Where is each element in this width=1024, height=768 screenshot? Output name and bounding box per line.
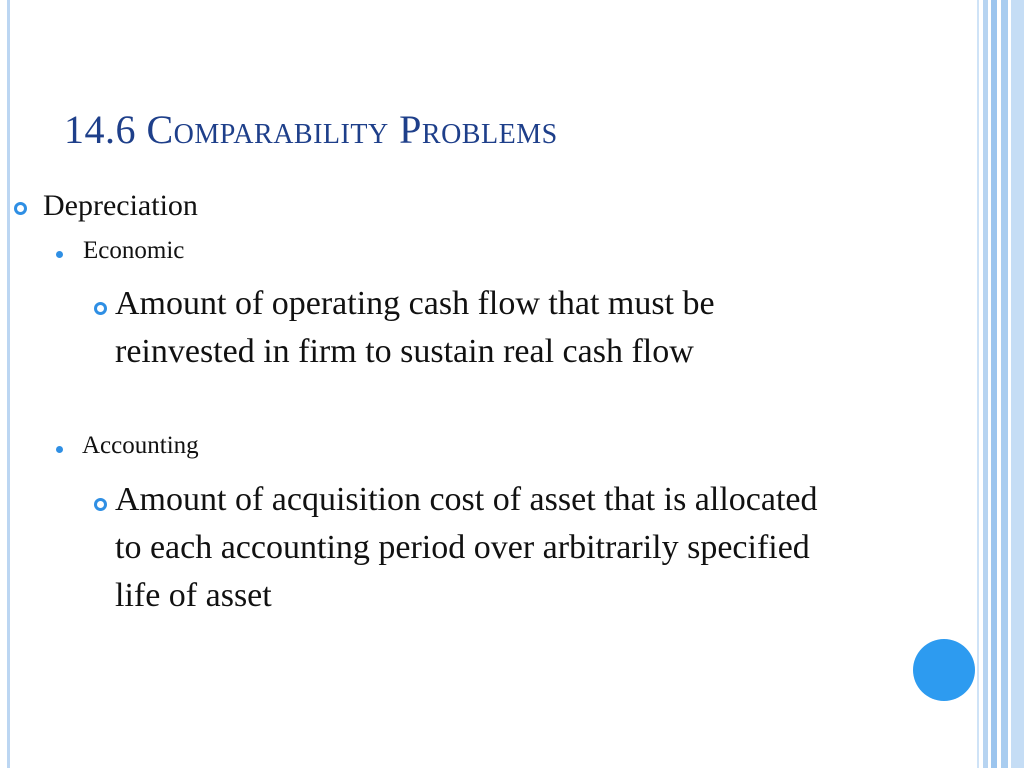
right-stripe xyxy=(977,0,979,768)
ring-bullet-icon xyxy=(94,302,107,315)
right-stripe xyxy=(991,0,997,768)
ring-bullet-icon xyxy=(94,498,107,511)
bullet-level2-accounting: Accounting xyxy=(82,432,199,459)
dot-bullet-icon xyxy=(56,446,63,453)
bullet-level1-depreciation: Depreciation xyxy=(43,189,198,222)
left-border-line xyxy=(7,0,10,768)
dot-bullet-icon xyxy=(56,251,63,258)
right-stripe xyxy=(1001,0,1008,768)
ring-bullet-icon xyxy=(14,202,27,215)
right-stripe xyxy=(983,0,988,768)
bullet-level3-accounting-description: Amount of acquisition cost of asset that is allocated to each accounting period over arbitrarily specified life of asset xyxy=(115,481,818,614)
decorative-circle xyxy=(913,639,975,701)
right-stripe xyxy=(1011,0,1024,768)
slide-title: 14.6 Comparability Problems xyxy=(64,107,558,152)
bullet-level3-economic-description: Amount of operating cash flow that must be reinvested in firm to sustain real cash flow xyxy=(115,285,715,370)
bullet-level2-economic: Economic xyxy=(83,237,185,264)
